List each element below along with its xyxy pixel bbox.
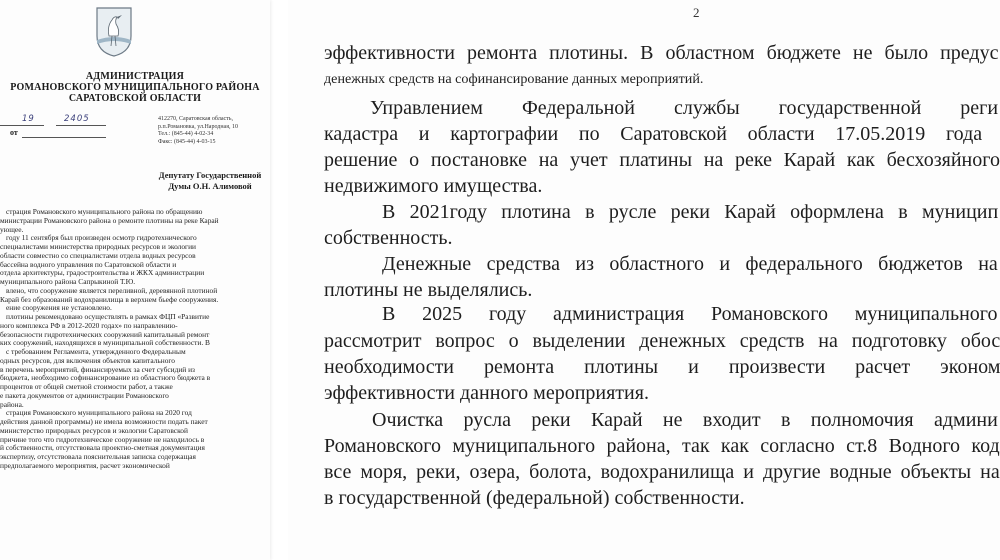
body-line: плотины не выделялись. [324,279,533,301]
body-line: недвижимого имущества. [324,175,543,197]
body-line: безопасности гидротехнических сооружений капитальный ремонт [0,330,210,339]
body-line: ующее. [0,225,24,234]
body-line: специалистами министерства природных ресурсов и экологии [0,243,196,251]
body-line: ких сооружений, находящихся в муниципальной собственности. В [0,339,210,348]
body-line: необходимости ремонта плотины и произвести расчет эконом [324,356,1000,378]
body-line: с требованием Регламента, утвержденного Федеральным [6,348,186,356]
body-line: страция Романовского муниципального района на 2020 год [6,409,192,418]
org-name-line-2: РОМАНОВСКОГО МУНИЦИПАЛЬНОГО РАЙОНА [10,82,260,93]
body-line: Очистка русла реки Карай не входит в полномочия админи [372,409,998,431]
body-line: района. [0,400,24,409]
outgoing-date: 19 [22,114,35,124]
body-line: действия данной программы) не имела возможности подать пакет [0,418,208,426]
body-line: Управлением Федеральной службы государственной реги [370,97,999,119]
ref-underline [22,137,106,138]
body-line: министрации Романовского района о ремонте плотины на реке Карай [0,216,219,225]
body-line: области совместно со специалистами отдела водных ресурсов [0,251,196,260]
coat-of-arms-emblem [95,6,133,58]
body-line: муниципального района Сапрыкиной Т.Ю. [0,278,136,286]
body-line: эффективности ремонта плотины. В областном бюджете не было предус [324,42,999,64]
body-line: бассейна водного управления по Саратовской области и [0,260,177,269]
body-line: рассмотрит вопрос о выделении денежных средств на подготовку обос [324,330,1000,352]
body-line: эффективности данного мероприятия. [324,382,649,404]
outgoing-number: 2405 [64,114,90,124]
body-line: ного комплекса РФ в 2012-2020 годах» по направлению- [0,321,178,330]
page-number: 2 [693,5,700,20]
body-line: кадастра и картографии по Саратовской области 17.05.2019 года [324,123,983,145]
date-underline [0,125,44,126]
body-line: е пакета документов от администрации Романовского [0,391,169,400]
body-line: В 2025 году администрация Романовского муниципального [382,303,998,325]
body-line: Денежные средства из областного и федерального бюджетов на [382,253,998,275]
body-line: страция Романовского муниципального района по обращению [6,208,203,216]
body-line: в перечень мероприятий, финансируемых за счет субсидий из [0,365,195,374]
body-line: бюджета, необходимо софинансирование из областного бюджета в [0,374,211,383]
body-line: й собственности, отсутствовала проектно-сметная документация [0,444,205,453]
body-line: денежных средств на софинансирование данных мероприятий. [324,71,704,87]
body-line: собственность. [324,227,453,249]
number-underline [56,125,106,126]
addressee-line-2: Думы О.Н. Алимовой [168,181,252,191]
body-line: ение сооружения не установлено. [6,304,112,313]
body-line: процентов от общей сметной стоимости работ, а также [0,383,173,391]
body-line: решение о постановке на учет платины на реке Карай как бесхозяйного [324,149,1000,171]
body-line: одных ресурсов, для включения объектов капитального [0,356,175,365]
body-line: в государственной (федеральной) собственности. [324,487,745,509]
body-line: Карай без образований водохранилища в верхнем бьефе сооружения. [0,295,219,304]
body-line: все моря, реки, озера, болота, водохранилища и другие водные объекты на [324,461,1000,483]
letter-page-2 [288,0,1000,560]
body-line: экспертизу, отсутствовала пояснительная записка содержащая [0,453,196,461]
body-line: министерство природных ресурсов и экологии Саратовской [0,426,188,435]
body-line: плотины рекомендовано осуществлять в рамках ФЦП «Развитие [6,313,210,321]
body-line: предполагаемого мероприятия, расчет экономической [0,461,170,470]
org-name-line-1: АДМИНИСТРАЦИЯ [85,71,185,82]
letter-page-1 [0,0,270,560]
outgoing-prefix: от [10,128,18,137]
body-line: влено, что сооружение является переливной, деревянной плотиной [6,286,218,295]
body-line: причине того что гидротехническое сооружение не находилось в [0,435,205,444]
body-line: году 11 сентября был произведен осмотр гидротехнического [6,234,197,243]
org-name-line-3: САРАТОВСКОЙ ОБЛАСТИ [68,93,202,104]
body-line: В 2021году плотина в русле реки Карай оформлена в муницип [382,201,999,223]
body-line: отдела архитектуры, градостроительства и ЖКХ администрации [0,269,205,278]
addressee-line-1: Депутату Государственной [158,170,262,180]
org-address: 412270, Саратовская область, р.п.Романовка, ул.Народная, 10 Тел.: (845-44) 4-02-34 Факс: (845-44) 4-03-15 [158,116,238,145]
letter-body-page-1 [0,208,268,471]
body-line: Романовского муниципального района, так как согласно ст.8 Водного код [324,435,1000,457]
